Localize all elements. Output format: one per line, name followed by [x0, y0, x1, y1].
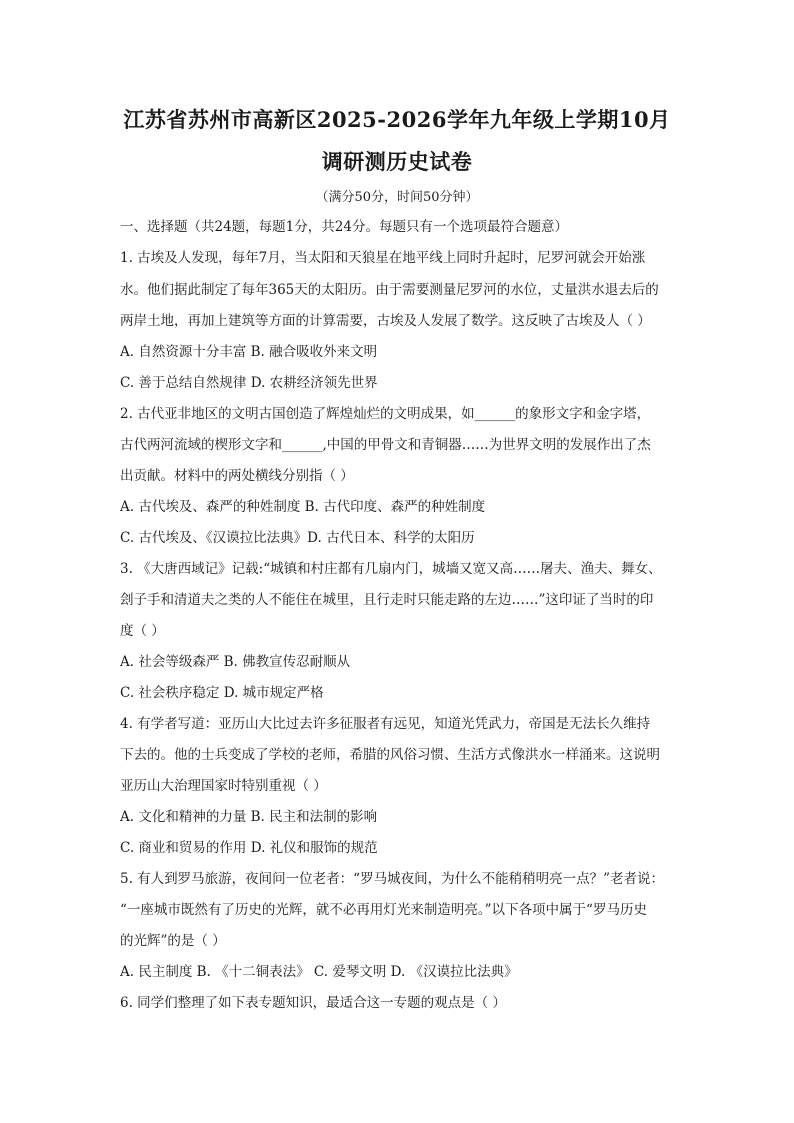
exam-title-line2: 调研测历史试卷: [321, 149, 473, 174]
question-2-stem-line1: 2. 古代亚非地区的文明古国创造了辉煌灿烂的文明成果，如______的象形文字和金字塔，: [120, 406, 651, 422]
question-2-stem-line2: 古代两河流域的楔形文字和______,中国的甲骨文和青铜器……为世界文明的发展作出了杰: [120, 437, 651, 453]
question-1-stem-line2: 水。他们据此制定了每年365天的太阳历。由于需要测量尼罗河的水位，丈量洪水退去后的: [120, 282, 659, 298]
question-2-options-line2: C. 古代埃及、《汉谟拉比法典》D. 古代日本、科学的太阳历: [120, 530, 475, 546]
question-4-stem-line3: 亚历山大治理国家时特别重视（ ）: [120, 778, 327, 794]
question-2-options-line1: A. 古代埃及、森严的种姓制度 B. 古代印度、森严的种姓制度: [120, 499, 486, 515]
question-3-stem-line2: 刽子手和清道夫之类的人不能住在城里，且行走时只能走路的左边……”这印证了当时的印: [120, 592, 654, 608]
question-1-stem-line3: 两岸土地，再加上建筑等方面的计算需要，古埃及人发展了数学。这反映了古埃及人（ ）: [120, 313, 651, 329]
section-heading: 一、选择题（共24题，每题1分，共24分。每题只有一个选项最符合题意）: [120, 219, 568, 235]
question-3-options-line1: A. 社会等级森严 B. 佛教宣传忍耐顺从: [120, 654, 351, 670]
question-3-stem-line1: 3. 《大唐西域记》记载:“城镇和村庄都有几扇内门，城墙又宽又高……屠夫、渔夫、舞女、: [120, 561, 662, 577]
question-1-stem-line1: 1. 古埃及人发现，每年7月，当太阳和天狼星在地平线上同时升起时，尼罗河就会开始涨: [120, 250, 646, 266]
question-4-stem-line2: 下去的。他的士兵变成了学校的老师，希腊的风俗习惯、生活方式像洪水一样涌来。这说明: [120, 747, 660, 763]
question-6-stem-line1: 6. 同学们整理了如下表专题知识，最适合这一专题的观点是（ ）: [120, 995, 506, 1011]
question-2-stem-line3: 出贡献。材料中的两处横线分别指（ ）: [120, 468, 354, 484]
question-3-stem-line3: 度（ ）: [120, 623, 165, 639]
question-5-options-line1: A. 民主制度 B. 《十二铜表法》 C. 爱琴文明 D. 《汉谟拉比法典》: [120, 964, 518, 980]
exam-subtitle: （满分50分，时间50分钟）: [315, 190, 479, 205]
question-4-stem-line1: 4. 有学者写道：亚历山大比过去许多征服者有远见，知道光凭武力，帝国是无法长久维持: [120, 716, 651, 732]
question-4-options-line1: A. 文化和精神的力量 B. 民主和法制的影响: [120, 809, 378, 825]
exam-title-line1: 江苏省苏州市高新区2025-2026学年九年级上学期10月: [123, 107, 671, 132]
question-3-options-line2: C. 社会秩序稳定 D. 城市规定严格: [120, 685, 324, 701]
question-4-options-line2: C. 商业和贸易的作用 D. 礼仪和服饰的规范: [120, 840, 378, 856]
question-5-stem-line2: “一座城市既然有了历史的光辉，就不必再用灯光来制造明亮。”以下各项中属于“罗马历史: [120, 902, 647, 918]
question-1-options-line2: C. 善于总结自然规律 D. 农耕经济领先世界: [120, 375, 378, 391]
question-5-stem-line1: 5. 有人到罗马旅游，夜间问一位老者：“罗马城夜间，为什么不能稍稍明亮一点？”老者说：: [120, 871, 664, 887]
question-5-stem-line3: 的光辉”的是（ ）: [120, 933, 226, 949]
question-1-options-line1: A. 自然资源十分丰富 B. 融合吸收外来文明: [120, 344, 378, 360]
